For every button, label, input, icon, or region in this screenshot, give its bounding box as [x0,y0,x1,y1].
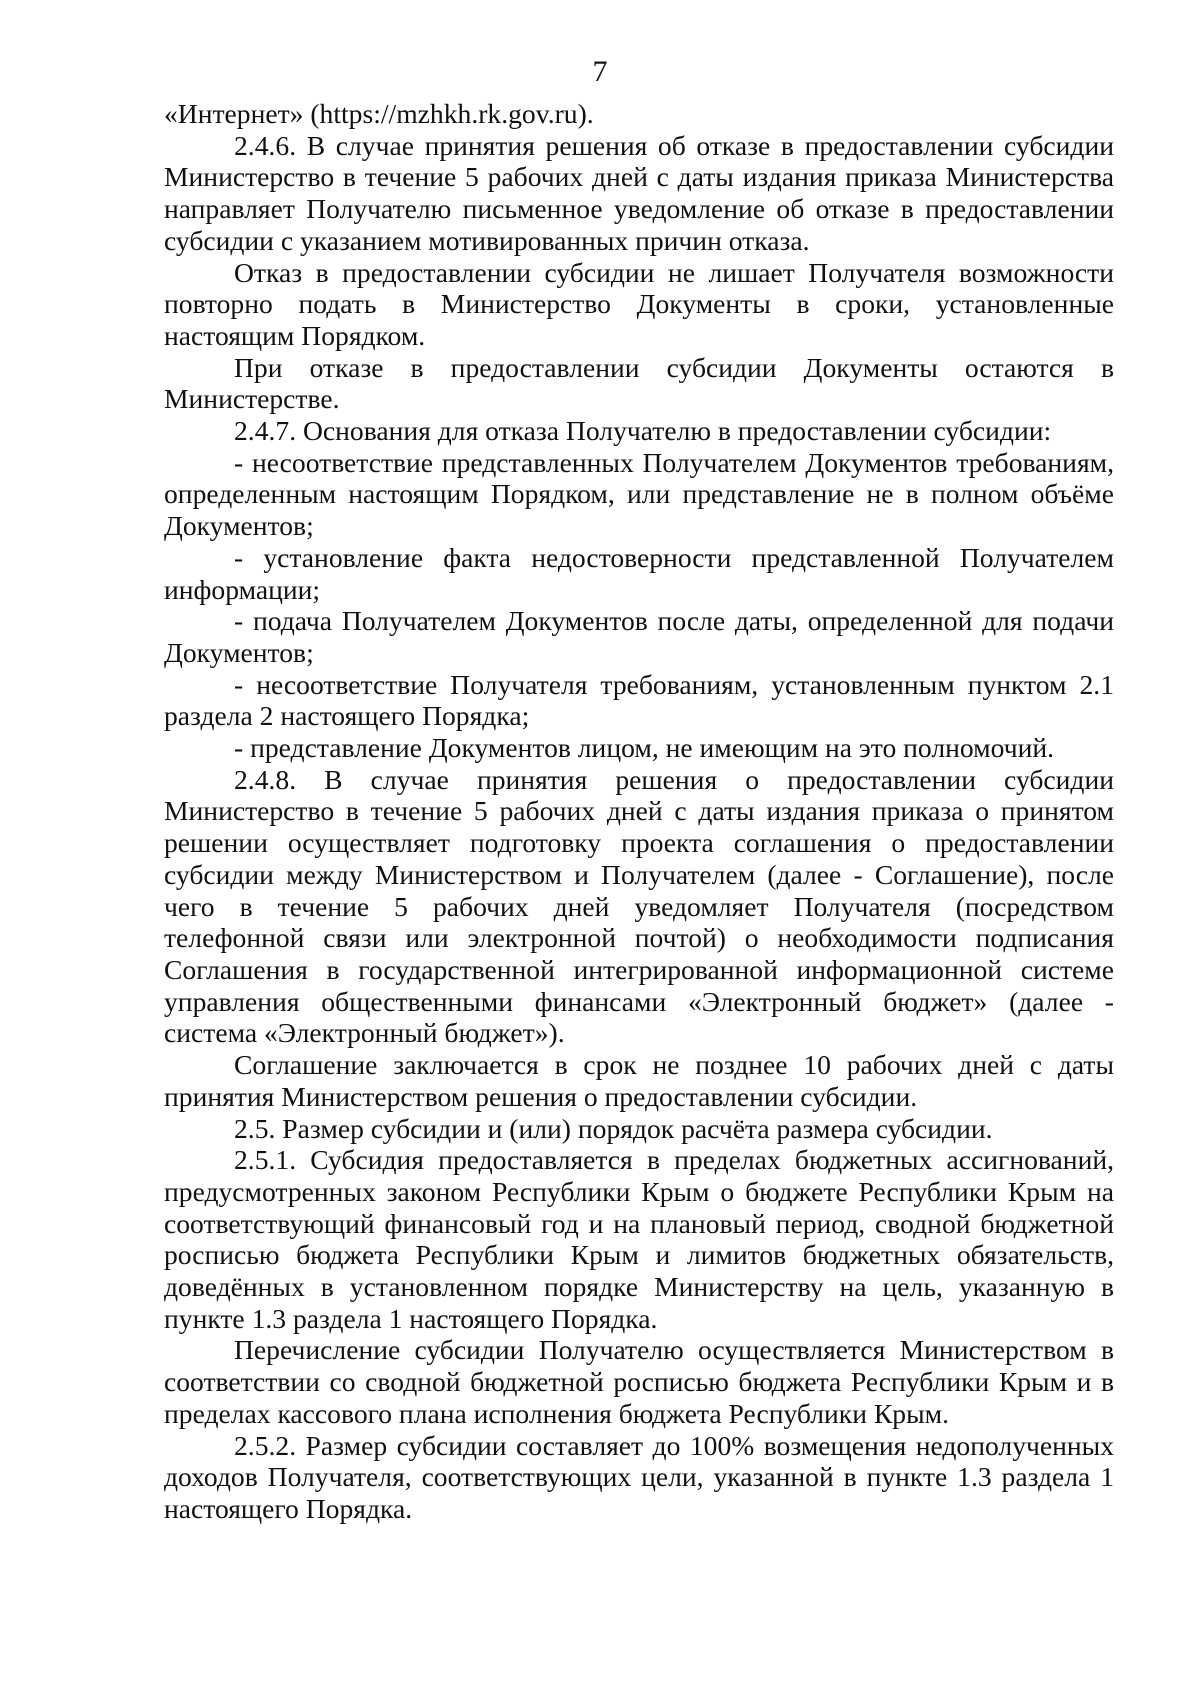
list-item-late-submission: - подача Получателем Документов после даты, определенной для подачи Документов; [164,605,1114,668]
paragraph-2-5-2: 2.5.2. Размер субсидии составляет до 100% возмещения недополученных доходов Получателя, соответствующих цели, указанной в пункте 1.3 раздела 1 настоящего Порядка. [164,1429,1114,1524]
paragraph-2-5: 2.5. Размер субсидии и (или) порядок расчёта размера субсидии. [234,1112,993,1144]
paragraph-2-4-6: 2.4.6. В случае принятия решения об отказе в предоставлении субсидии Министерство в течение 5 рабочих дней с даты издания приказа Министерства направляет Получателю письменное уведомление об отказе в предоставлении субсидии с указанием мотивированных причин отказа. [164,129,1114,256]
document-body [164,98,1114,1525]
paragraph-documents-remain: При отказе в предоставлении субсидии Документы остаются в Министерстве. [164,351,1114,415]
list-item-noncompliance-documents: - несоответствие представленных Получателем Документов требованиям, определенным настоящим Порядком, или представление не в полном объёме Документов; [164,446,1114,542]
paragraph-2-5-1: 2.5.1. Субсидия предоставляется в пределах бюджетных ассигнований, предусмотренных законом Республики Крым о бюджете Республики Крым на соответствующий финансовый год и на плановый период, сводной бюджетной росписью бюджета Республики Крым и лимитов бюджетных обязательств, доведённых в установленном порядке Министерству на цель, указанную в пункте 1.3 раздела 1 настоящего Порядка. [164,1144,1114,1334]
paragraph-continuation: «Интернет» (https://mzhkh.rk.gov.ru). [164,98,594,129]
page-number: 7 [592,55,608,88]
paragraph-transfer: Перечисление субсидии Получателю осуществляется Министерством в соответствии со сводной бюджетной росписью бюджета Республики Крым и в пределах кассового плана исполнения бюджета Республики Крым. [164,1334,1114,1429]
paragraph-2-4-7: 2.4.7. Основания для отказа Получателю в предоставлении субсидии: [234,415,1052,447]
list-item-recipient-noncompliance: - несоответствие Получателя требованиям, установленным пунктом 2.1 раздела 2 настоящего Порядка; [164,668,1114,732]
paragraph-2-4-8: 2.4.8. В случае принятия решения о предоставлении субсидии Министерство в течение 5 рабочих дней с даты издания приказа о принятом решении осуществляет подготовку проекта соглашения о предоставлении субсидии между Министерством и Получателем (далее - Соглашение), после чего в течение 5 рабочих дней уведомляет Получателя (посредством телефонной связи или электронной почтой) о необходимости подписания Соглашения в государственной интегрированной информационной системе управления общественными финансами «Электронный бюджет» (далее - система «Электронный бюджет»). [164,763,1114,1049]
list-item-no-authority: - представление Документов лицом, не имеющим на это полномочий. [234,732,1055,764]
paragraph-refusal-not-depriving: Отказ в предоставлении субсидии не лишает Получателя возможности повторно подать в Министерство Документы в сроки, установленные настоящим Порядком. [164,256,1114,351]
paragraph-agreement-term: Соглашение заключается в срок не позднее 10 рабочих дней с даты принятия Министерством решения о предоставлении субсидии. [164,1049,1114,1112]
list-item-unreliable-information: - установление факта недостоверности представленной Получателем информации; [164,541,1114,605]
